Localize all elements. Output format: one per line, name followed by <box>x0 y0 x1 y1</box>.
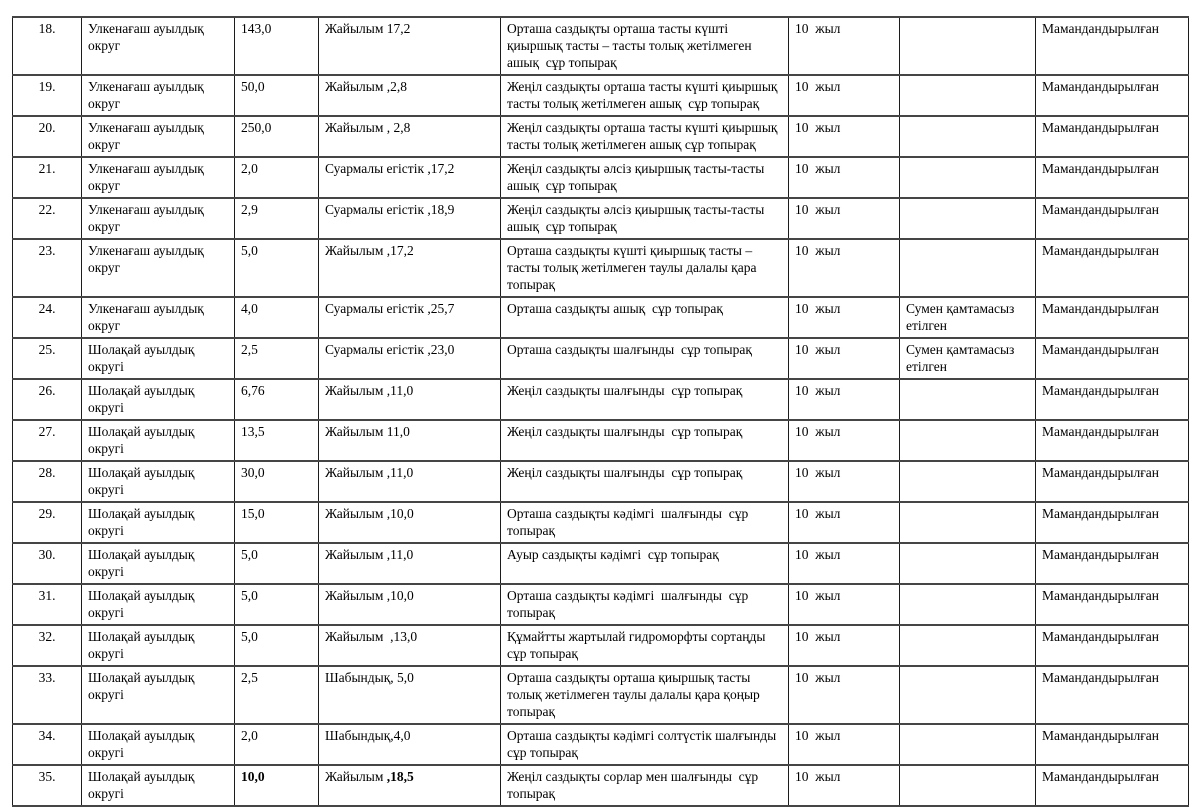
specialization-text: Мамандандырылған <box>1042 588 1159 603</box>
row-number-cell <box>13 17 82 75</box>
area-value: 13,5 <box>241 424 265 439</box>
area-value: 4,0 <box>241 301 258 316</box>
specialization-cell <box>1036 502 1189 543</box>
soil-description: Жеңіл саздықты шалғынды сұр топырақ <box>507 424 743 439</box>
land-type-cell <box>319 198 501 239</box>
area-value: 6,76 <box>241 383 265 398</box>
area-value: 10,0 <box>241 769 265 784</box>
term-value: 10 жыл <box>795 424 841 439</box>
term-value: 10 жыл <box>795 629 841 644</box>
land-type-text: Суармалы егістік ,25,7 <box>325 301 455 316</box>
row-number: 25. <box>38 342 56 357</box>
land-type-cell <box>319 724 501 765</box>
district-name: Шолақай ауылдық округі <box>88 383 198 415</box>
row-number: 21. <box>38 161 56 176</box>
row-number-cell <box>13 420 82 461</box>
row-number: 31. <box>38 588 56 603</box>
term-cell <box>789 239 900 297</box>
table-row <box>13 379 1189 420</box>
specialization-cell <box>1036 584 1189 625</box>
specialization-cell <box>1036 75 1189 116</box>
term-cell <box>789 420 900 461</box>
specialization-text: Мамандандырылған <box>1042 301 1159 316</box>
term-value: 10 жыл <box>795 161 841 176</box>
water-supply-cell <box>900 502 1036 543</box>
term-cell <box>789 461 900 502</box>
table-row <box>13 666 1189 724</box>
table-row <box>13 297 1189 338</box>
area-cell <box>235 461 319 502</box>
area-cell <box>235 584 319 625</box>
area-cell <box>235 379 319 420</box>
table-row <box>13 584 1189 625</box>
land-type-text: Жайылым 17,2 <box>325 21 411 36</box>
row-number-cell <box>13 724 82 765</box>
area-value: 5,0 <box>241 588 258 603</box>
area-cell <box>235 724 319 765</box>
soil-description: Орташа саздықты орташа тасты күшті қиыршық тасты – тасты толық жетілмеген ашық сұр топырақ <box>507 21 755 70</box>
row-number-cell <box>13 338 82 379</box>
area-cell <box>235 420 319 461</box>
area-value: 5,0 <box>241 243 258 258</box>
row-number-cell <box>13 461 82 502</box>
row-number: 24. <box>38 301 56 316</box>
specialization-cell <box>1036 724 1189 765</box>
land-type-text: Шабындық,4,0 <box>325 728 411 743</box>
land-type-cell <box>319 157 501 198</box>
area-value: 250,0 <box>241 120 272 135</box>
row-number-cell <box>13 502 82 543</box>
area-cell <box>235 75 319 116</box>
specialization-text: Мамандандырылған <box>1042 506 1159 521</box>
soil-description: Орташа саздықты орташа қиыршық тасты толық жетілмеген таулы далалы қара қоңыр топырақ <box>507 670 764 719</box>
district-cell <box>82 116 235 157</box>
land-type-text: Жайылым ,2,8 <box>325 79 408 94</box>
row-number-cell <box>13 379 82 420</box>
district-cell <box>82 338 235 379</box>
table-row <box>13 543 1189 584</box>
specialization-text: Мамандандырылған <box>1042 202 1159 217</box>
soil-description: Жеңіл саздықты шалғынды сұр топырақ <box>507 383 743 398</box>
table-row <box>13 461 1189 502</box>
land-type-cell <box>319 625 501 666</box>
row-number-cell <box>13 584 82 625</box>
table-row <box>13 17 1189 75</box>
area-value: 2,9 <box>241 202 258 217</box>
table-row <box>13 338 1189 379</box>
soil-description-cell <box>501 724 789 765</box>
district-name: Шолақай ауылдық округі <box>88 728 198 760</box>
land-type-text: Шабындық, 5,0 <box>325 670 414 685</box>
table-row <box>13 239 1189 297</box>
table-row <box>13 157 1189 198</box>
soil-description: Орташа саздықты кәдімгі шалғынды сұр топырақ <box>507 506 752 538</box>
land-plots-table <box>12 16 1189 807</box>
water-supply-cell <box>900 116 1036 157</box>
specialization-text: Мамандандырылған <box>1042 21 1159 36</box>
soil-description-cell <box>501 379 789 420</box>
table-row <box>13 502 1189 543</box>
row-number: 26. <box>38 383 56 398</box>
table-row <box>13 116 1189 157</box>
area-value: 143,0 <box>241 21 272 36</box>
row-number: 29. <box>38 506 56 521</box>
water-supply-cell <box>900 198 1036 239</box>
land-type-text: Суармалы егістік ,18,9 <box>325 202 455 217</box>
water-supply-text: Сумен қамтамасыз етілген <box>906 342 1018 374</box>
term-value: 10 жыл <box>795 21 841 36</box>
land-type-text: Жайылым ,17,2 <box>325 243 414 258</box>
term-cell <box>789 17 900 75</box>
specialization-cell <box>1036 625 1189 666</box>
soil-description-cell <box>501 502 789 543</box>
soil-description: Жеңіл саздықты орташа тасты күшті қиыршық тасты толық жетілмеген ашық сұр топырақ <box>507 120 781 152</box>
specialization-cell <box>1036 297 1189 338</box>
area-cell <box>235 625 319 666</box>
soil-description-cell <box>501 239 789 297</box>
land-type-text: Жайылым ,13,0 <box>325 629 418 644</box>
area-cell <box>235 297 319 338</box>
term-value: 10 жыл <box>795 79 841 94</box>
district-cell <box>82 584 235 625</box>
row-number: 35. <box>38 769 56 784</box>
term-value: 10 жыл <box>795 769 841 784</box>
land-type-text: Суармалы егістік ,23,0 <box>325 342 455 357</box>
term-cell <box>789 765 900 806</box>
land-type-text: Жайылым ,11,0 <box>325 383 414 398</box>
row-number-cell <box>13 625 82 666</box>
specialization-cell <box>1036 461 1189 502</box>
area-value: 50,0 <box>241 79 265 94</box>
area-value: 5,0 <box>241 547 258 562</box>
specialization-cell <box>1036 666 1189 724</box>
table-row <box>13 420 1189 461</box>
soil-description-cell <box>501 666 789 724</box>
land-type-cell <box>319 297 501 338</box>
term-cell <box>789 198 900 239</box>
specialization-cell <box>1036 379 1189 420</box>
table-body <box>13 17 1189 806</box>
term-cell <box>789 157 900 198</box>
district-name: Улкенағаш ауылдық округ <box>88 21 208 53</box>
term-value: 10 жыл <box>795 547 841 562</box>
water-supply-cell <box>900 584 1036 625</box>
district-cell <box>82 724 235 765</box>
district-name: Улкенағаш ауылдық округ <box>88 202 208 234</box>
term-cell <box>789 543 900 584</box>
land-type-cell <box>319 461 501 502</box>
district-name: Шолақай ауылдық округі <box>88 588 198 620</box>
term-value: 10 жыл <box>795 301 841 316</box>
soil-description-cell <box>501 765 789 806</box>
district-name: Шолақай ауылдық округі <box>88 424 198 456</box>
district-name: Шолақай ауылдық округі <box>88 547 198 579</box>
district-cell <box>82 666 235 724</box>
district-name: Улкенағаш ауылдық округ <box>88 120 208 152</box>
term-cell <box>789 502 900 543</box>
land-type-cell <box>319 116 501 157</box>
specialization-text: Мамандандырылған <box>1042 243 1159 258</box>
soil-description: Орташа саздықты күшті қиыршық тасты – тасты толық жетілмеген таулы далалы қара топырақ <box>507 243 760 292</box>
area-cell <box>235 198 319 239</box>
land-type-cell <box>319 543 501 584</box>
term-cell <box>789 625 900 666</box>
water-supply-cell <box>900 420 1036 461</box>
table-row <box>13 724 1189 765</box>
row-number-cell <box>13 157 82 198</box>
soil-description: Ауыр саздықты кәдімгі сұр топырақ <box>507 547 719 562</box>
land-type-cell <box>319 420 501 461</box>
specialization-cell <box>1036 17 1189 75</box>
specialization-cell <box>1036 116 1189 157</box>
water-supply-cell <box>900 724 1036 765</box>
land-type-cell <box>319 666 501 724</box>
land-type-text: Жайылым , 2,8 <box>325 120 411 135</box>
soil-description-cell <box>501 338 789 379</box>
land-type-cell <box>319 379 501 420</box>
land-type-text: Суармалы егістік ,17,2 <box>325 161 455 176</box>
term-cell <box>789 338 900 379</box>
district-cell <box>82 543 235 584</box>
term-value: 10 жыл <box>795 506 841 521</box>
soil-description: Жеңіл саздықты сорлар мен шалғынды сұр топырақ <box>507 769 762 801</box>
water-supply-cell <box>900 666 1036 724</box>
specialization-cell <box>1036 198 1189 239</box>
term-value: 10 жыл <box>795 465 841 480</box>
term-cell <box>789 724 900 765</box>
district-name: Улкенағаш ауылдық округ <box>88 161 208 193</box>
area-value: 5,0 <box>241 629 258 644</box>
water-supply-cell <box>900 765 1036 806</box>
row-number-cell <box>13 297 82 338</box>
area-cell <box>235 765 319 806</box>
area-value: 2,5 <box>241 342 258 357</box>
district-name: Шолақай ауылдық округі <box>88 670 198 702</box>
specialization-cell <box>1036 239 1189 297</box>
district-name: Шолақай ауылдық округі <box>88 769 198 801</box>
district-name: Улкенағаш ауылдық округ <box>88 301 208 333</box>
row-number: 34. <box>38 728 56 743</box>
row-number-cell <box>13 543 82 584</box>
term-cell <box>789 666 900 724</box>
land-type-text: Жайылым ,11,0 <box>325 465 414 480</box>
area-cell <box>235 239 319 297</box>
row-number: 19. <box>38 79 56 94</box>
land-type-cell <box>319 239 501 297</box>
land-type-text: Жайылым ,11,0 <box>325 547 414 562</box>
land-type-cell <box>319 75 501 116</box>
specialization-cell <box>1036 157 1189 198</box>
area-cell <box>235 338 319 379</box>
district-name: Улкенағаш ауылдық округ <box>88 243 208 275</box>
specialization-text: Мамандандырылған <box>1042 79 1159 94</box>
row-number: 30. <box>38 547 56 562</box>
soil-description-cell <box>501 198 789 239</box>
soil-description: Жеңіл саздықты әлсіз қиыршық тасты-тасты ашық сұр топырақ <box>507 202 768 234</box>
area-cell <box>235 543 319 584</box>
water-supply-text: Сумен қамтамасыз етілген <box>906 301 1018 333</box>
soil-description: Орташа саздықты кәдімгі шалғынды сұр топырақ <box>507 588 752 620</box>
land-type-cell <box>319 338 501 379</box>
land-type-cell <box>319 765 501 806</box>
land-type-text: Жайылым ,10,0 <box>325 588 414 603</box>
specialization-text: Мамандандырылған <box>1042 670 1159 685</box>
specialization-cell <box>1036 420 1189 461</box>
area-value: 15,0 <box>241 506 265 521</box>
land-type-cell <box>319 584 501 625</box>
row-number: 22. <box>38 202 56 217</box>
district-cell <box>82 157 235 198</box>
district-cell <box>82 198 235 239</box>
row-number-cell <box>13 666 82 724</box>
area-value: 30,0 <box>241 465 265 480</box>
soil-description-cell <box>501 157 789 198</box>
row-number: 18. <box>38 21 56 36</box>
water-supply-cell <box>900 461 1036 502</box>
district-name: Шолақай ауылдық округі <box>88 465 198 497</box>
soil-description: Құмайтты жартылай гидроморфты сортаңды сұр топырақ <box>507 629 773 661</box>
water-supply-cell <box>900 17 1036 75</box>
area-cell <box>235 116 319 157</box>
land-type-bold-text: ,18,5 <box>386 769 414 784</box>
soil-description-cell <box>501 461 789 502</box>
land-type-cell <box>319 502 501 543</box>
term-value: 10 жыл <box>795 243 841 258</box>
area-value: 2,5 <box>241 670 258 685</box>
area-value: 2,0 <box>241 728 258 743</box>
row-number-cell <box>13 116 82 157</box>
specialization-text: Мамандандырылған <box>1042 342 1159 357</box>
water-supply-cell <box>900 239 1036 297</box>
term-cell <box>789 379 900 420</box>
land-type-cell <box>319 17 501 75</box>
row-number-cell <box>13 75 82 116</box>
district-cell <box>82 461 235 502</box>
land-type-text: Жайылым <box>325 769 387 784</box>
term-cell <box>789 297 900 338</box>
specialization-text: Мамандандырылған <box>1042 424 1159 439</box>
district-cell <box>82 625 235 666</box>
district-cell <box>82 765 235 806</box>
area-cell <box>235 502 319 543</box>
soil-description: Орташа саздықты ашық сұр топырақ <box>507 301 723 316</box>
specialization-text: Мамандандырылған <box>1042 728 1159 743</box>
term-value: 10 жыл <box>795 342 841 357</box>
soil-description-cell <box>501 420 789 461</box>
soil-description-cell <box>501 297 789 338</box>
district-cell <box>82 17 235 75</box>
specialization-text: Мамандандырылған <box>1042 383 1159 398</box>
district-cell <box>82 379 235 420</box>
water-supply-cell <box>900 379 1036 420</box>
row-number: 32. <box>38 629 56 644</box>
row-number-cell <box>13 765 82 806</box>
term-cell <box>789 75 900 116</box>
water-supply-cell <box>900 625 1036 666</box>
row-number: 33. <box>38 670 56 685</box>
specialization-cell <box>1036 543 1189 584</box>
table-row <box>13 198 1189 239</box>
district-cell <box>82 75 235 116</box>
specialization-text: Мамандандырылған <box>1042 465 1159 480</box>
district-name: Улкенағаш ауылдық округ <box>88 79 208 111</box>
specialization-cell <box>1036 338 1189 379</box>
soil-description: Орташа саздықты шалғынды сұр топырақ <box>507 342 752 357</box>
term-value: 10 жыл <box>795 670 841 685</box>
district-cell <box>82 502 235 543</box>
table-row <box>13 765 1189 806</box>
term-value: 10 жыл <box>795 202 841 217</box>
term-value: 10 жыл <box>795 383 841 398</box>
soil-description-cell <box>501 75 789 116</box>
district-name: Шолақай ауылдық округі <box>88 629 198 661</box>
area-cell <box>235 17 319 75</box>
district-cell <box>82 420 235 461</box>
land-type-text: Жайылым 11,0 <box>325 424 410 439</box>
water-supply-cell <box>900 75 1036 116</box>
district-name: Шолақай ауылдық округі <box>88 506 198 538</box>
area-cell <box>235 157 319 198</box>
district-cell <box>82 239 235 297</box>
row-number: 23. <box>38 243 56 258</box>
district-name: Шолақай ауылдық округі <box>88 342 198 374</box>
row-number-cell <box>13 198 82 239</box>
term-cell <box>789 116 900 157</box>
specialization-text: Мамандандырылған <box>1042 547 1159 562</box>
soil-description: Жеңіл саздықты шалғынды сұр топырақ <box>507 465 743 480</box>
soil-description-cell <box>501 543 789 584</box>
water-supply-cell <box>900 297 1036 338</box>
water-supply-cell <box>900 157 1036 198</box>
table-row <box>13 625 1189 666</box>
term-value: 10 жыл <box>795 728 841 743</box>
term-value: 10 жыл <box>795 120 841 135</box>
district-cell <box>82 297 235 338</box>
water-supply-cell <box>900 543 1036 584</box>
term-cell <box>789 584 900 625</box>
specialization-text: Мамандандырылған <box>1042 120 1159 135</box>
row-number: 20. <box>38 120 56 135</box>
row-number-cell <box>13 239 82 297</box>
soil-description-cell <box>501 17 789 75</box>
specialization-text: Мамандандырылған <box>1042 629 1159 644</box>
row-number: 28. <box>38 465 56 480</box>
area-value: 2,0 <box>241 161 258 176</box>
specialization-cell <box>1036 765 1189 806</box>
soil-description-cell <box>501 116 789 157</box>
specialization-text: Мамандандырылған <box>1042 769 1159 784</box>
specialization-text: Мамандандырылған <box>1042 161 1159 176</box>
water-supply-cell <box>900 338 1036 379</box>
term-value: 10 жыл <box>795 588 841 603</box>
soil-description: Орташа саздықты кәдімгі солтүстік шалғынды сұр топырақ <box>507 728 783 760</box>
soil-description: Жеңіл саздықты әлсіз қиыршық тасты-тасты ашық сұр топырақ <box>507 161 768 193</box>
land-type-text: Жайылым ,10,0 <box>325 506 414 521</box>
soil-description-cell <box>501 584 789 625</box>
soil-description: Жеңіл саздықты орташа тасты күшті қиыршық тасты толық жетілмеген ашық сұр топырақ <box>507 79 781 111</box>
table-row <box>13 75 1189 116</box>
soil-description-cell <box>501 625 789 666</box>
area-cell <box>235 666 319 724</box>
row-number: 27. <box>38 424 56 439</box>
